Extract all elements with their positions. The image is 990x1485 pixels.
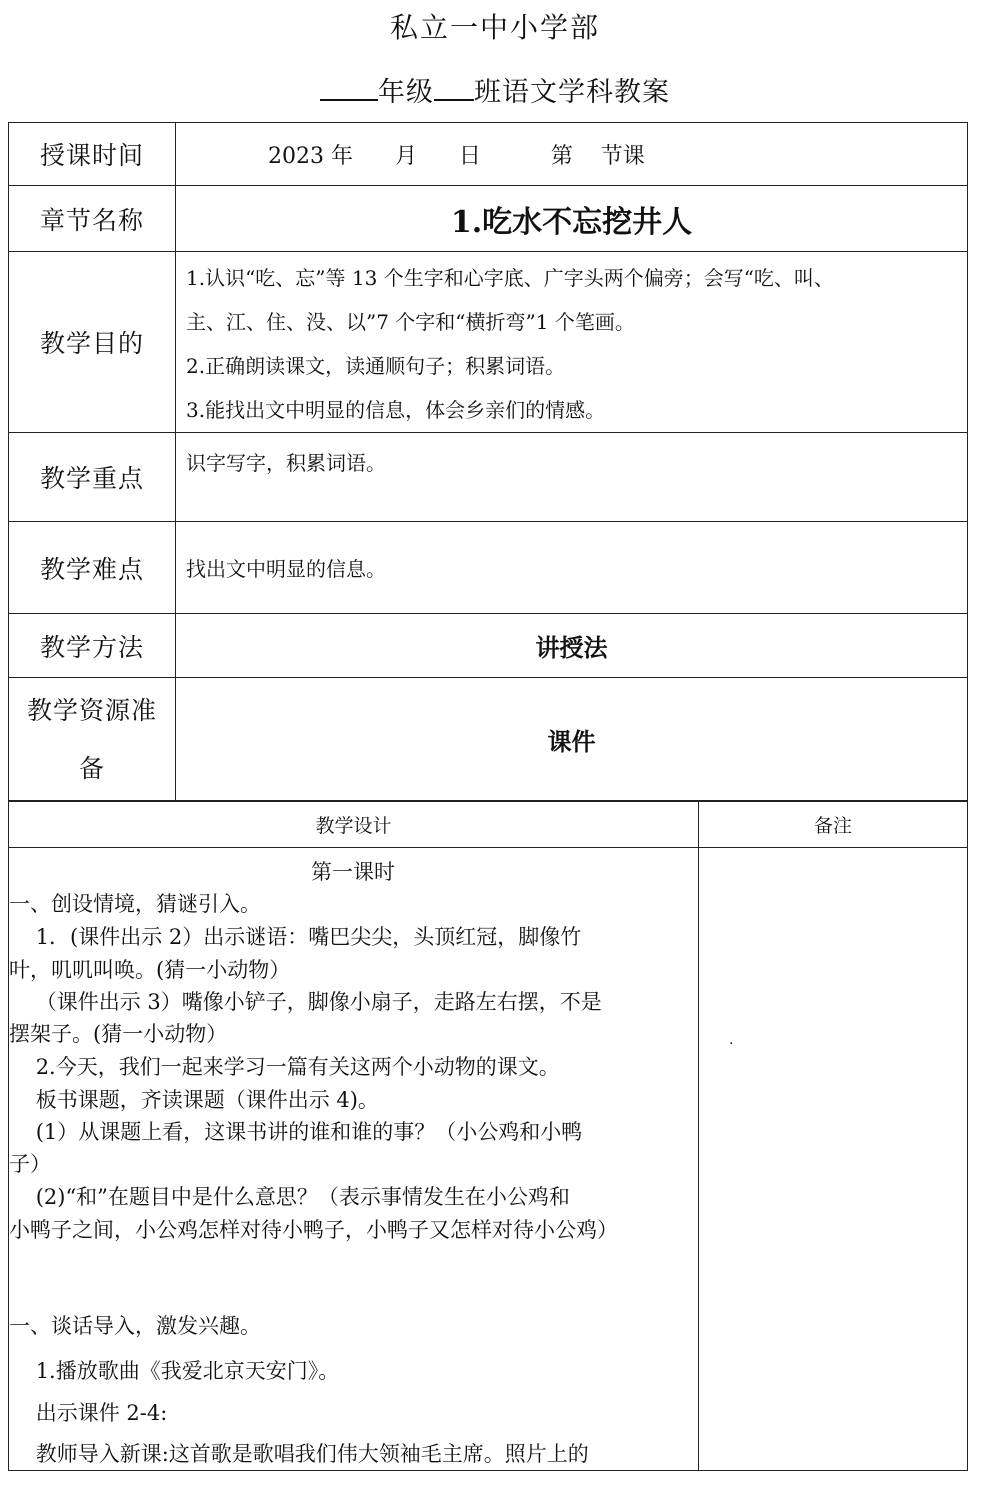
lesson-line: 板书课题，齐读课题（课件出示 4)。 (9, 1088, 379, 1112)
difficulty-value: 找出文中明显的信息。 (176, 522, 968, 614)
goal-line: 3.能找出文中明显的信息，体会乡亲们的情感。 (186, 398, 606, 422)
resource-label (9, 678, 176, 802)
lesson-line: （课件出示 3）嘴像小铲子，脚像小扇子，走路左右摆，不是 (9, 990, 602, 1014)
lesson-info-table (8, 122, 968, 802)
lesson-line: 教师导入新课:这首歌是歌唱我们伟大领袖毛主席。照片上的 (9, 1442, 589, 1466)
method-row (9, 614, 968, 678)
lesson-line: 摆架子。(猜一小动物） (9, 1022, 228, 1046)
resource-value: 课件 (176, 678, 968, 802)
goals-row (9, 252, 968, 433)
chapter-label: 章节名称 (9, 186, 176, 252)
lesson-line: 1.播放歌曲《我爱北京天安门》。 (9, 1359, 340, 1383)
design-header-row (9, 801, 968, 848)
goals-label: 教学目的 (9, 252, 176, 433)
notes-header: 备注 (699, 801, 968, 848)
goal-line: 1.认识“吃、忘”等 13 个生字和心字底、广字头两个偏旁；会写“吃、叫、 (186, 266, 834, 290)
class-subject-text: 班语文学科教案 (474, 77, 670, 108)
resource-row (9, 678, 968, 802)
design-body-row (9, 848, 968, 1471)
lesson-line: 1．(课件出示 2）出示谜语：嘴巴尖尖，头顶红冠，脚像竹 (9, 925, 582, 949)
chapter-row (9, 186, 968, 252)
chapter-value: 1.吃水不忘挖井人 (176, 186, 968, 252)
lesson-line: (1）从课题上看，这课书讲的谁和谁的事？（小公鸡和小鸭 (9, 1120, 583, 1144)
goals-list (176, 252, 968, 433)
keypoint-value: 识字写字，积累词语。 (176, 433, 968, 522)
lesson-line: 子） (9, 1152, 51, 1176)
lesson-line: 出示课件 2-4: (9, 1401, 168, 1425)
lesson-line: 小鸭子之间，小公鸡怎样对待小鸭子，小鸭子又怎样对待小公鸡） (9, 1218, 618, 1242)
lesson-title: 第一课时 (311, 860, 395, 884)
keypoint-label: 教学重点 (9, 433, 176, 522)
difficulty-row (9, 522, 968, 614)
design-header: 教学设计 (9, 801, 699, 848)
keypoint-row (9, 433, 968, 522)
notes-mark: · (729, 1036, 734, 1052)
method-label: 教学方法 (9, 614, 176, 678)
lesson-line: 一、创设情境，猜谜引入。 (9, 892, 261, 916)
time-row (9, 123, 968, 186)
lesson-line: 一、谈话导入，激发兴趣。 (9, 1314, 261, 1338)
lesson-line: (2)“和”在题目中是什么意思？（表示事情发生在小公鸡和 (9, 1185, 570, 1209)
class-blank (434, 75, 474, 101)
design-content (9, 848, 699, 1471)
time-label: 授课时间 (9, 123, 176, 186)
teaching-design-table (8, 800, 968, 1471)
lesson-line: 2.今天，我们一起来学习一篇有关这两个小动物的课文。 (9, 1055, 560, 1079)
difficulty-label: 教学难点 (9, 522, 176, 614)
lesson-line: 叶，叽叽叫唤。(猜一小动物） (9, 958, 291, 982)
school-name: 私立一中小学部 (389, 11, 600, 44)
notes-content (699, 848, 968, 1471)
grade-text: 年级 (378, 77, 434, 108)
resource-label-line2: 备 (78, 753, 105, 783)
grade-blank (320, 75, 378, 101)
goal-line: 2.正确朗读课文，读通顺句子；积累词语。 (186, 354, 566, 378)
method-value: 讲授法 (176, 614, 968, 678)
lesson-plan-title (0, 70, 990, 109)
goal-line: 主、江、住、没、以”7 个字和“横折弯”1 个笔画。 (186, 310, 635, 334)
lesson-text (9, 848, 697, 1468)
time-value: 2023 年 月 日 第 节课 (176, 123, 968, 186)
resource-label-line1: 教学资源准 (26, 695, 157, 725)
